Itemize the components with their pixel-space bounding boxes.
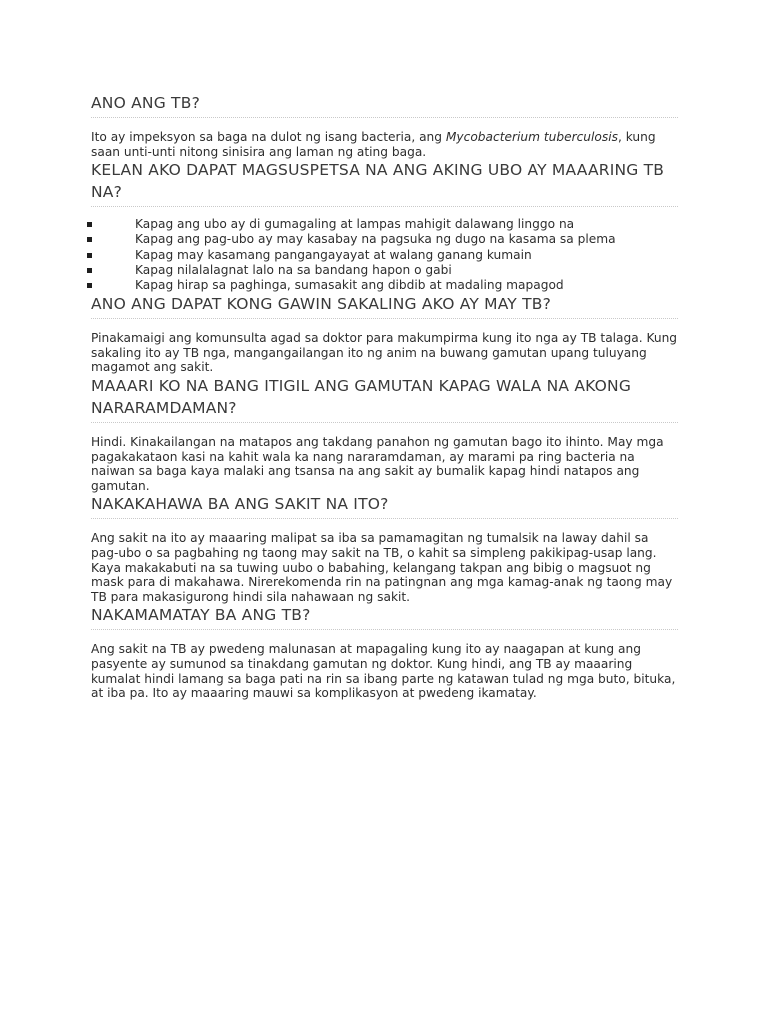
list-item-text: Kapag ang pag-ubo ay may kasabay na pagsuka ng dugo na kasama sa plema: [135, 232, 616, 247]
paragraph-text: Ito ay impeksyon sa baga na dulot ng isang bacteria, ang: [91, 130, 446, 144]
square-bullet-icon: [87, 268, 92, 273]
heading-ano-ang-dapat-gawin: ANO ANG DAPAT KONG GAWIN SAKALING AKO AY MAY TB?: [91, 293, 678, 319]
square-bullet-icon: [87, 237, 92, 242]
list-item: [91, 232, 678, 247]
list-item-text: Kapag hirap sa paghinga, sumasakit ang dibdib at madaling mapagod: [135, 278, 564, 292]
list-item: [91, 263, 678, 278]
paragraph-ano-ang-tb: [91, 130, 678, 159]
list-item: [91, 248, 678, 263]
paragraph-ano-ang-dapat-gawin: Pinakamaigi ang komunsulta agad sa doktor para makumpirma kung ito nga ay TB talaga. Kung sakaling ito ay TB nga, mangangailangan ito ng anim na buwang gamutan upang tuluyang magamot ang sakit.: [91, 331, 678, 375]
paragraph-italic-term: Mycobacterium tuberculosis: [445, 130, 618, 144]
heading-nakakahawa: NAKAKAHAWA BA ANG SAKIT NA ITO?: [91, 493, 678, 519]
square-bullet-icon: [87, 283, 92, 288]
list-item-text: Kapag ang ubo ay di gumagaling at lampas mahigit dalawang linggo na: [135, 217, 575, 232]
document-page: [91, 92, 678, 701]
heading-kelan-magsuspetsa: KELAN AKO DAPAT MAGSUSPETSA NA ANG AKING UBO AY MAAARING TB NA?: [91, 159, 678, 207]
square-bullet-icon: [87, 253, 92, 258]
paragraph-nakakahawa: Ang sakit na ito ay maaaring malipat sa iba sa pamamagitan ng tumalsik na laway dahil sa pag-ubo o sa pagbahing ng taong may sakit na TB, o kahit sa simpleng pakikipag-usap lang. Kaya makakabuti na sa tuwing uubo o babahing, kelangang takpan ang bibig o magsuot ng mask para di makahawa. Nirerekomenda rin na patingnan ang mga kamag-anak ng taong may TB para makasigurong hindi sila nahawaan ng sakit.: [91, 531, 673, 604]
heading-itigil-gamutan: MAAARI KO NA BANG ITIGIL ANG GAMUTAN KAPAG WALA NA AKONG NARARAMDAMAN?: [91, 375, 678, 423]
list-item-text: Kapag nilalalagnat lalo na sa bandang hapon o gabi: [135, 262, 452, 277]
list-item: [91, 278, 678, 293]
list-item-text: Kapag may kasamang pangangayayat at walang ganang kumain: [135, 247, 532, 262]
heading-nakamamatay: NAKAMAMATAY BA ANG TB?: [91, 604, 678, 630]
list-item: [91, 217, 678, 232]
heading-ano-ang-tb: ANO ANG TB?: [91, 92, 678, 118]
paragraph-itigil-gamutan: Hindi. Kinakailangan na matapos ang takdang panahon ng gamutan bago ito ihinto. May mga pagakakataon kasi na kahit wala ka nang nararamdaman, ay marami pa ring bacteria na naiwan sa baga kaya malaki ang tsansa na ang sakit ay bumalik kapag hindi natapos ang gamutan.: [91, 434, 664, 493]
paragraph-nakamamatay: Ang sakit na TB ay pwedeng malunasan at mapagaling kung ito ay naagapan at kung ang pasyente ay sumunod sa tinakdang gamutan ng doktor. Kung hindi, ang TB ay maaaring kumalat hindi lamang sa baga pati na rin sa ibang parte ng katawan tulad ng mga buto, bituka, at iba pa. Ito ay maaaring mauwi sa komplikasyon at pwedeng ikamatay.: [91, 642, 676, 701]
symptom-list: [91, 217, 678, 293]
paragraph-text: , kung saan unti-unti nitong sinisira ang laman ng ating baga.: [91, 130, 656, 159]
square-bullet-icon: [87, 222, 92, 227]
